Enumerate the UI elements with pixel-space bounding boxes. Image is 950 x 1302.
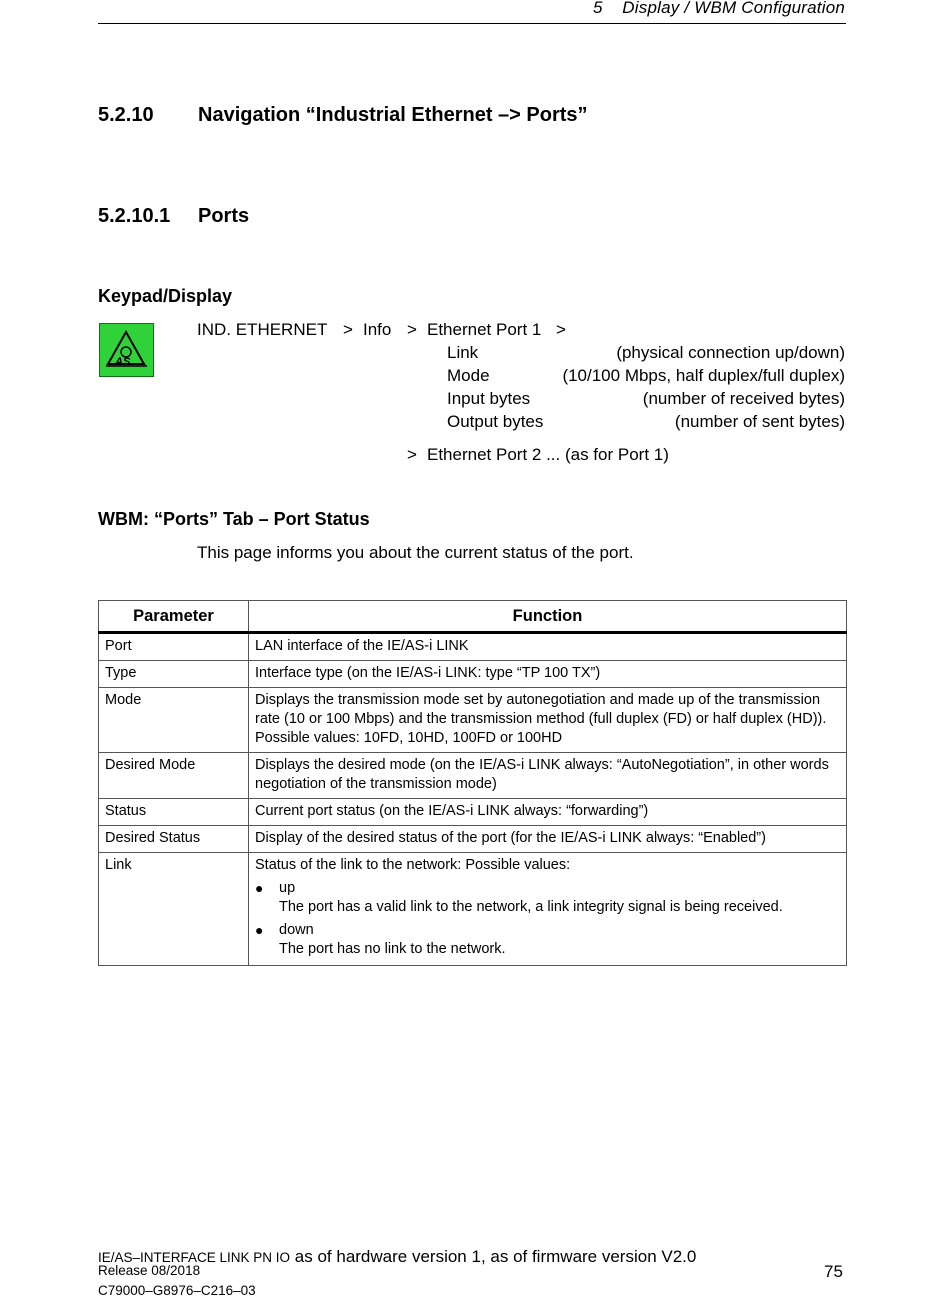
function-cell: Displays the desired mode (on the IE/AS-i LINK always: “AutoNegotiation”, in other words negotiation of the transmission mode): [249, 753, 847, 799]
table-row: [99, 633, 847, 661]
section-heading: [98, 104, 588, 127]
list-item: [255, 921, 840, 959]
footer-release: Release 08/2018: [98, 1263, 201, 1278]
header-rule: [98, 23, 846, 24]
table-row-link: [99, 853, 847, 966]
link-value: down: [279, 922, 314, 938]
param-cell: Desired Status: [99, 826, 249, 853]
footer-order-number: C79000–G8976–C216–03: [98, 1283, 256, 1298]
footer-product: IE/AS–INTERFACE LINK PN IO: [98, 1250, 291, 1265]
parameter-table: [98, 600, 847, 966]
table-header-row: [99, 601, 847, 633]
table-row: [99, 688, 847, 753]
param-cell: Port: [99, 633, 249, 661]
function-cell: Current port status (on the IE/AS-i LINK always: “forwarding”): [249, 799, 847, 826]
menu-sep-4: >: [407, 445, 417, 464]
menu-path-port2: Ethernet Port 2 ... (as for Port 1): [427, 445, 669, 464]
menu-path-port1: Ethernet Port 1: [427, 320, 542, 339]
param-cell: Link: [99, 853, 249, 966]
table-row: [99, 753, 847, 799]
param-cell: Mode: [99, 688, 249, 753]
table-row: [99, 799, 847, 826]
subsection-heading: [98, 205, 250, 228]
wbm-intro: This page informs you about the current status of the port.: [197, 543, 634, 562]
function-cell: Interface type (on the IE/AS-i LINK: type “TP 100 TX”): [249, 661, 847, 688]
menu-item-name: Link: [447, 343, 479, 362]
menu-item-desc: (10/100 Mbps, half duplex/full duplex): [562, 366, 845, 385]
bullet-icon: ●: [255, 880, 264, 896]
menu-item-name: Output bytes: [447, 412, 544, 431]
keypad-heading: Keypad/Display: [98, 286, 233, 306]
subsection-number: 5.2.10.1: [98, 205, 171, 227]
subsection-title: Ports: [198, 205, 250, 227]
svg-text:AS: AS: [115, 356, 131, 368]
param-cell: Status: [99, 799, 249, 826]
menu-item-name: Input bytes: [447, 389, 531, 408]
running-header: 5 Display / WBM Configuration: [592, 0, 845, 17]
function-cell: [249, 853, 847, 966]
link-value: up: [279, 880, 296, 896]
function-cell: Displays the transmission mode set by autonegotiation and made up of the transmission rate (10 or 100 Mbps) and the transmission method (full duplex (FD) or half duplex (HD)). Possible values: 10FD, 10HD, 100FD or 100HD: [249, 688, 847, 753]
menu-item-desc: (number of sent bytes): [674, 412, 845, 431]
bullet-icon: ●: [255, 922, 264, 938]
table-row: [99, 826, 847, 853]
column-header-parameter: Parameter: [99, 601, 249, 633]
link-intro: Status of the link to the network: Possible values:: [255, 857, 571, 873]
menu-path-root: IND. ETHERNET: [197, 320, 328, 339]
function-cell: LAN interface of the IE/AS-i LINK: [249, 633, 847, 661]
wbm-heading: WBM: “Ports” Tab – Port Status: [98, 509, 370, 529]
section-number: 5.2.10: [98, 104, 154, 126]
menu-item-desc: (physical connection up/down): [616, 343, 845, 362]
menu-sep-3: >: [556, 320, 566, 339]
column-header-function: Function: [249, 601, 847, 633]
list-item: [255, 879, 840, 917]
param-cell: Type: [99, 661, 249, 688]
page-number: 75: [824, 1262, 843, 1281]
menu-sep-2: >: [407, 320, 417, 339]
menu-sep-1: >: [343, 320, 353, 339]
table-row: [99, 661, 847, 688]
function-cell: Display of the desired status of the port (for the IE/AS-i LINK always: “Enabled”): [249, 826, 847, 853]
section-title: Navigation “Industrial Ethernet –> Ports”: [198, 104, 588, 126]
menu-path-info: Info: [363, 320, 392, 339]
menu-item-desc: (number of received bytes): [642, 389, 845, 408]
asi-logo-icon: [99, 323, 154, 377]
link-values-list: [255, 879, 840, 959]
link-value-desc: The port has no link to the network.: [279, 941, 506, 957]
param-cell: Desired Mode: [99, 753, 249, 799]
footer-versions: as of hardware version 1, as of firmware version V2.0: [290, 1247, 697, 1266]
menu-item-name: Mode: [447, 366, 490, 385]
link-value-desc: The port has a valid link to the network, a link integrity signal is being received.: [279, 899, 783, 915]
